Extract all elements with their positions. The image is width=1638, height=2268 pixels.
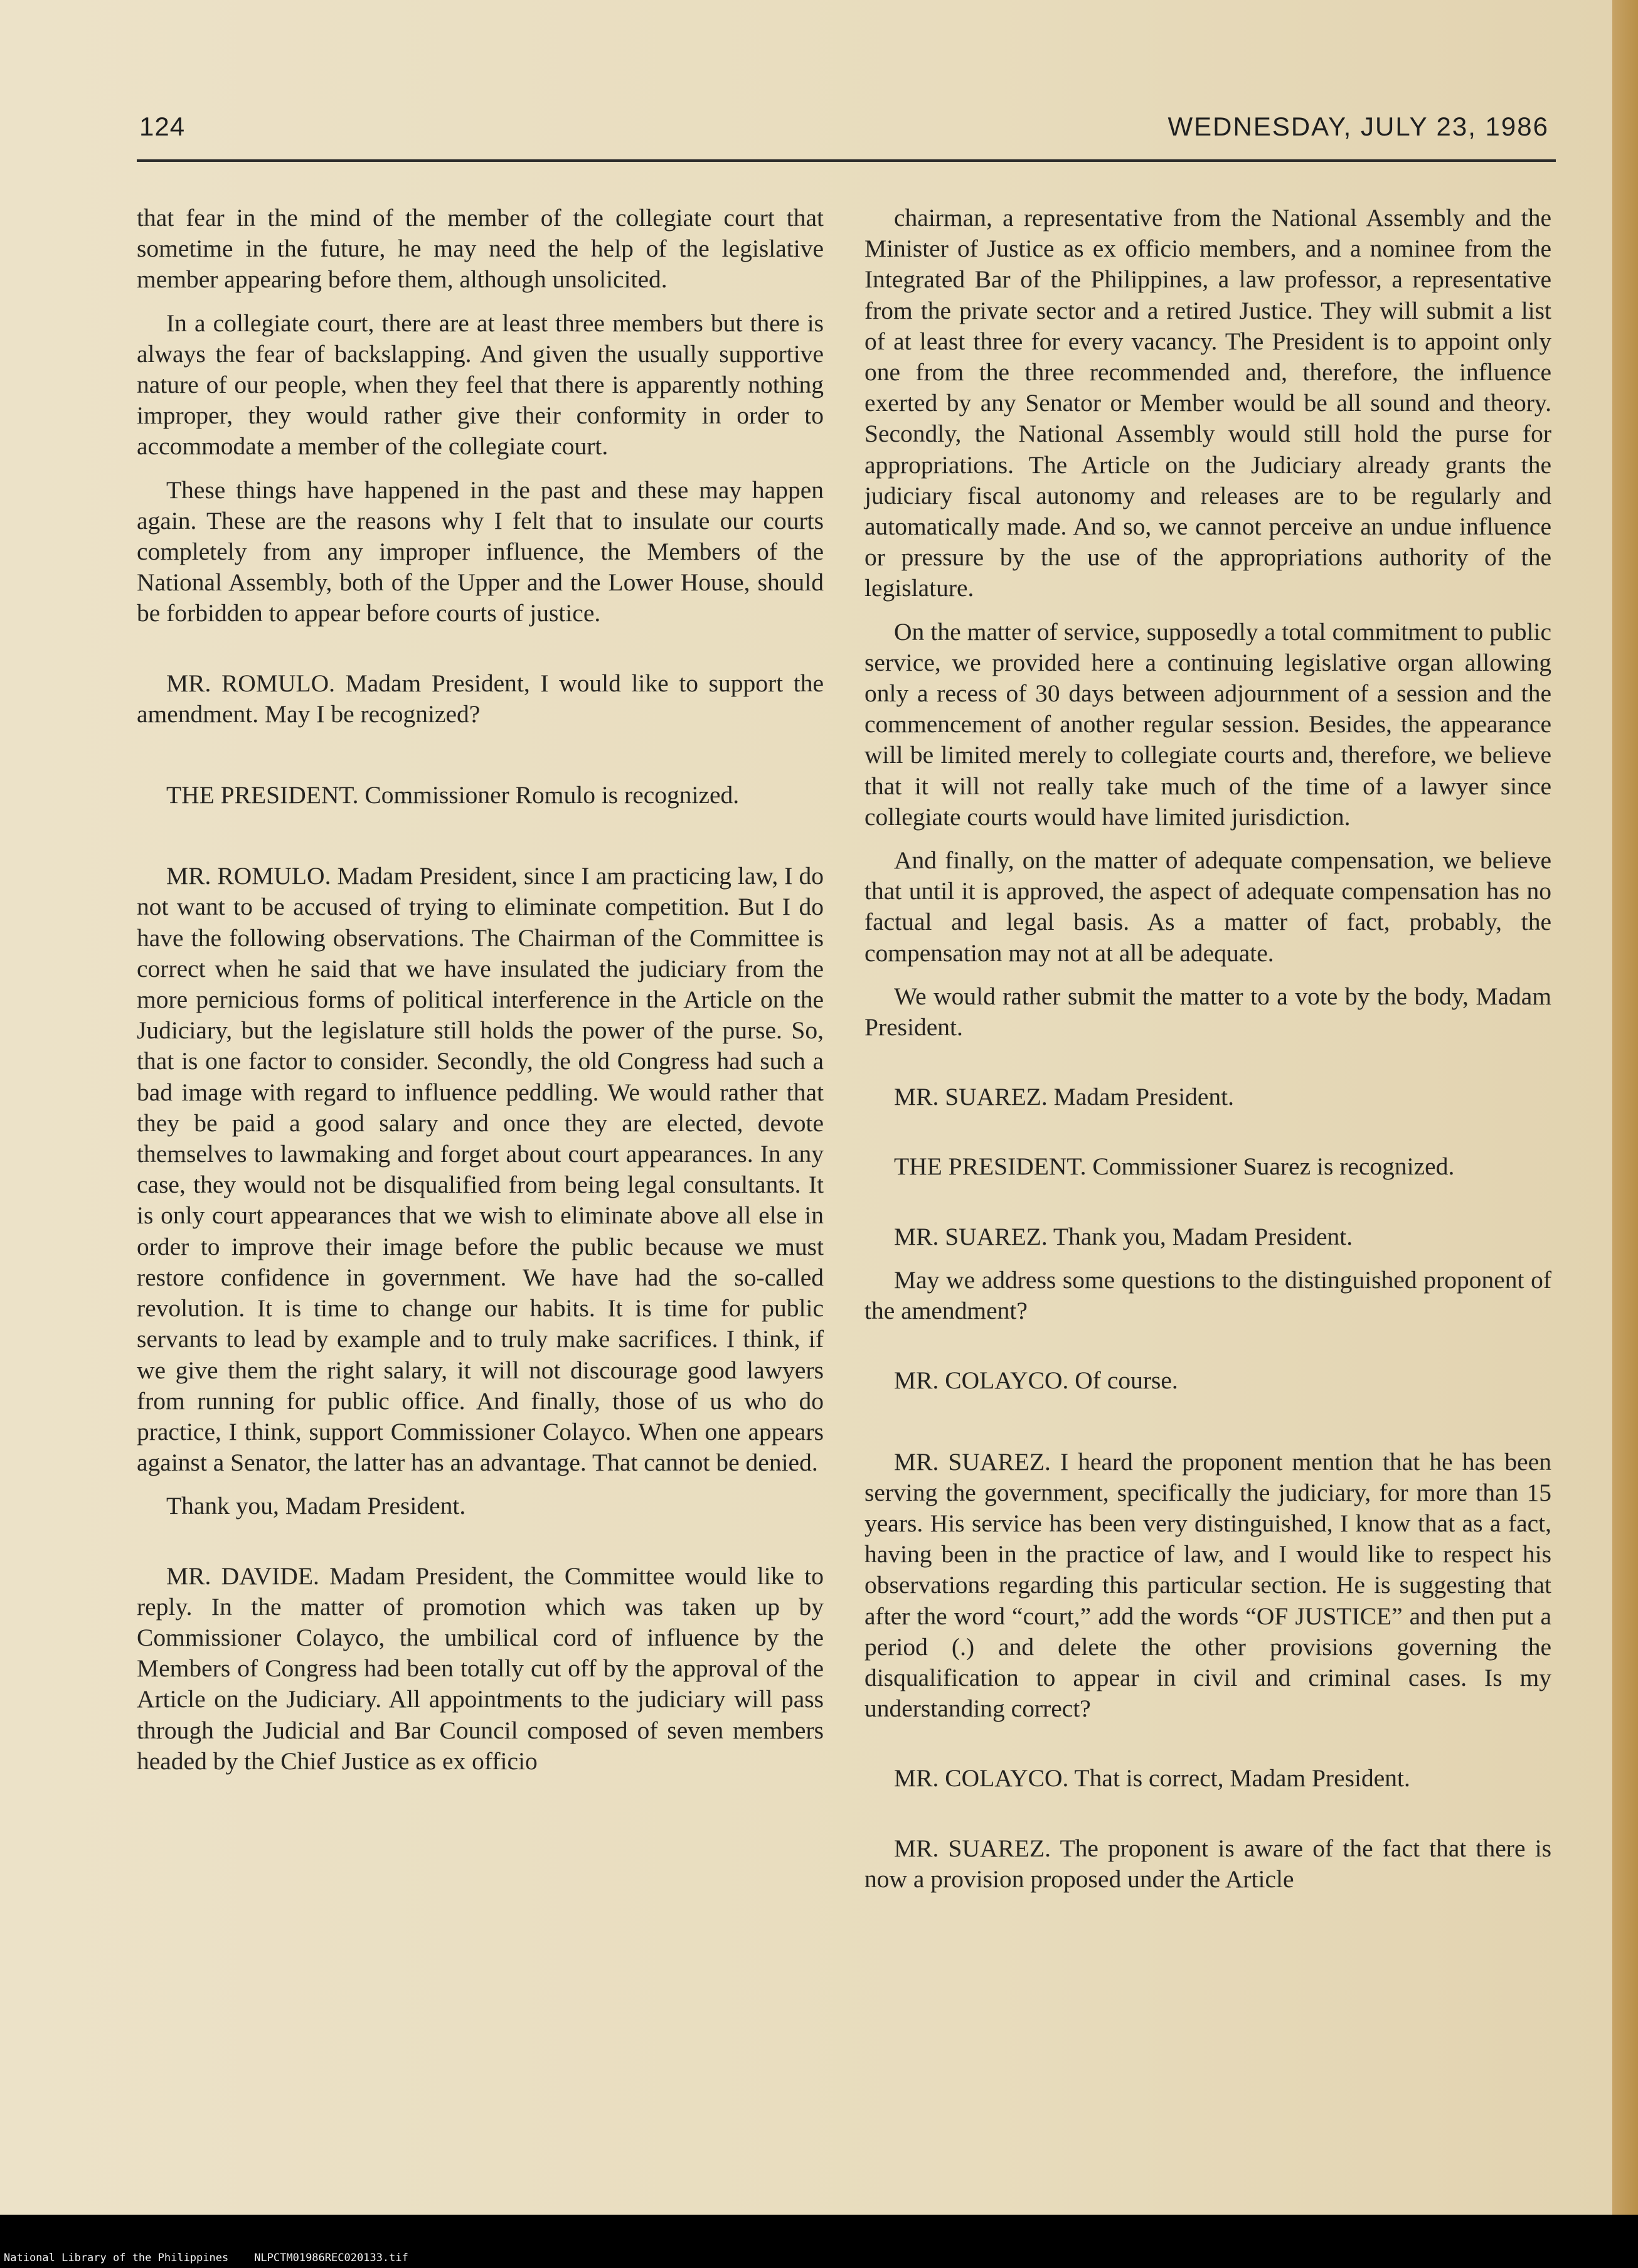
speaker-paragraph: MR. ROMULO. Madam President, since I am practicing law, I do not want to be accused of trying to eliminate competition. But I do have the following observations. The Chairman of the Committee is correct when he said that we have insulated the judiciary from the more pernicious forms of political interference in the Article on the Judiciary, but the legislature still holds the power of the purse. So, that is one factor to consider. Secondly, the old Congress had such a bad image with regard to influence peddling. We would rather that they be paid a good salary and once they are elected, devote themselves to lawmaking and forget about court appearances. In any case, they would not be disqualified from being legal consultants. It is only court appearances that we wish to eliminate above all else in order to improve their image before the public because we must restore confidence in government. We have had the so-called revolution. It is time to change our habits. It is time for public servants to lead by example and to truly make sacrifices. I think, if we give them the right salary, it will not discourage good lawyers from running for public office. And finally, those of us who do practice, I think, support Commissioner Colayco. When one appears against a Senator, the latter has an advantage. That cannot be denied. [137,862,824,1477]
speaker-paragraph: MR. COLAYCO. That is correct, Madam President. [894,1764,1410,1792]
speaker-paragraph: MR. SUAREZ. Thank you, Madam President. [894,1222,1353,1250]
scan-library: National Library of the Philippines [4,2252,229,2264]
paragraph: These things have happened in the past and these may happen again. These are the reasons why I felt that to insulate our courts completely from any improper influence, the Members of the National Assembly, both of the Upper and the Lower House, should be forbidden to appear before courts of justice. [137,476,824,627]
speaker-paragraph: MR. SUAREZ. The proponent is aware of the fact that there is now a provision proposed under the Article [864,1834,1551,1893]
paragraph: that fear in the mind of the member of the collegiate court that sometime in the future, he may need the help of the legislative member appearing before them, although unsolicited. [137,204,824,294]
binding-edge [1612,0,1638,2215]
paragraph: We would rather submit the matter to a vote by the body, Madam President. [864,982,1551,1041]
speaker-paragraph: THE PRESIDENT. Commissioner Romulo is recognized. [166,781,740,809]
header-date: WEDNESDAY, JULY 23, 1986 [1167,112,1549,141]
speaker-paragraph: MR. SUAREZ. I heard the proponent mention that he has been serving the government, specifically the judiciary, for more than 15 years. His service has been very distinguished, I know that as a fact, having been in the practice of law, and I would like to respect his observations regarding this particular section. He is suggesting that after the word “court,” add the words “OF JUSTICE” and then put a period (.) and delete the other provisions governing the disqualification to appear in civil and criminal cases. Is my understanding correct? [864,1447,1551,1723]
page-header [137,112,1551,162]
paragraph: May we address some questions to the distinguished proponent of the amendment? [864,1265,1551,1325]
header-rule [137,159,1556,162]
left-column [137,203,824,1777]
page-number: 124 [139,112,186,141]
scan-caption [4,2252,408,2264]
speaker-paragraph: MR. COLAYCO. Of course. [894,1366,1178,1395]
speaker-paragraph: MR. DAVIDE. Madam President, the Committee would like to reply. In the matter of promotion which was taken up by Commissioner Colayco, the umbilical cord of influence by the Members of Congress had been totally cut off by the approval of the Article on the Judiciary. All appointments to the judiciary will pass through the Judicial and Bar Council composed of seven members headed by the Chief Justice as ex officio [137,1562,824,1775]
right-column [864,203,1551,1895]
paragraph: Thank you, Madam President. [166,1492,466,1520]
paragraph: In a collegiate court, there are at least three members but there is always the fear of backslapping. And given the usually supportive nature of our people, when they feel that there is apparently nothing improper, they would rather give their conformity in order to accommodate a member of the collegiate court. [137,309,824,461]
speaker-paragraph: MR. SUAREZ. Madam President. [894,1083,1235,1111]
paragraph: chairman, a representative from the National Assembly and the Minister of Justice as ex officio members, and a nominee from the Integrated Bar of the Philippines, a law professor, a representative from the private sector and a retired Justice. They will submit a list of at least three for every vacancy. The President is to appoint only one from the three recommended and, therefore, the influence exerted by any Senator or Member would be all sound and theory. Secondly, the National Assembly would still hold the purse for appropriations. The Article on the Judiciary already grants the judiciary fiscal autonomy and releases are to be regularly and automatically made. And so, we cannot perceive an undue influence or pressure by the use of the appropriations authority of the legislature. [864,204,1551,602]
paragraph: On the matter of service, supposedly a total commitment to public service, we provided here a continuing legislative organ allowing only a recess of 30 days between adjournment of a session and the commencement of another regular session. Besides, the appearance will be limited merely to collegiate courts and, therefore, we believe that it will not really take much of the time of a lawyer since collegiate courts would have limited jurisdiction. [864,617,1551,831]
speaker-paragraph: MR. ROMULO. Madam President, I would like to support the amendment. May I be recognized? [137,669,824,728]
paragraph: And finally, on the matter of adequate compensation, we believe that until it is approved, the aspect of adequate compensation has no factual and legal basis. As a matter of fact, probably, the compensation may not at all be adequate. [864,846,1551,967]
speaker-paragraph: THE PRESIDENT. Commissioner Suarez is recognized. [894,1153,1455,1181]
scan-filename: NLPCTM01986REC020133.tif [254,2252,408,2264]
